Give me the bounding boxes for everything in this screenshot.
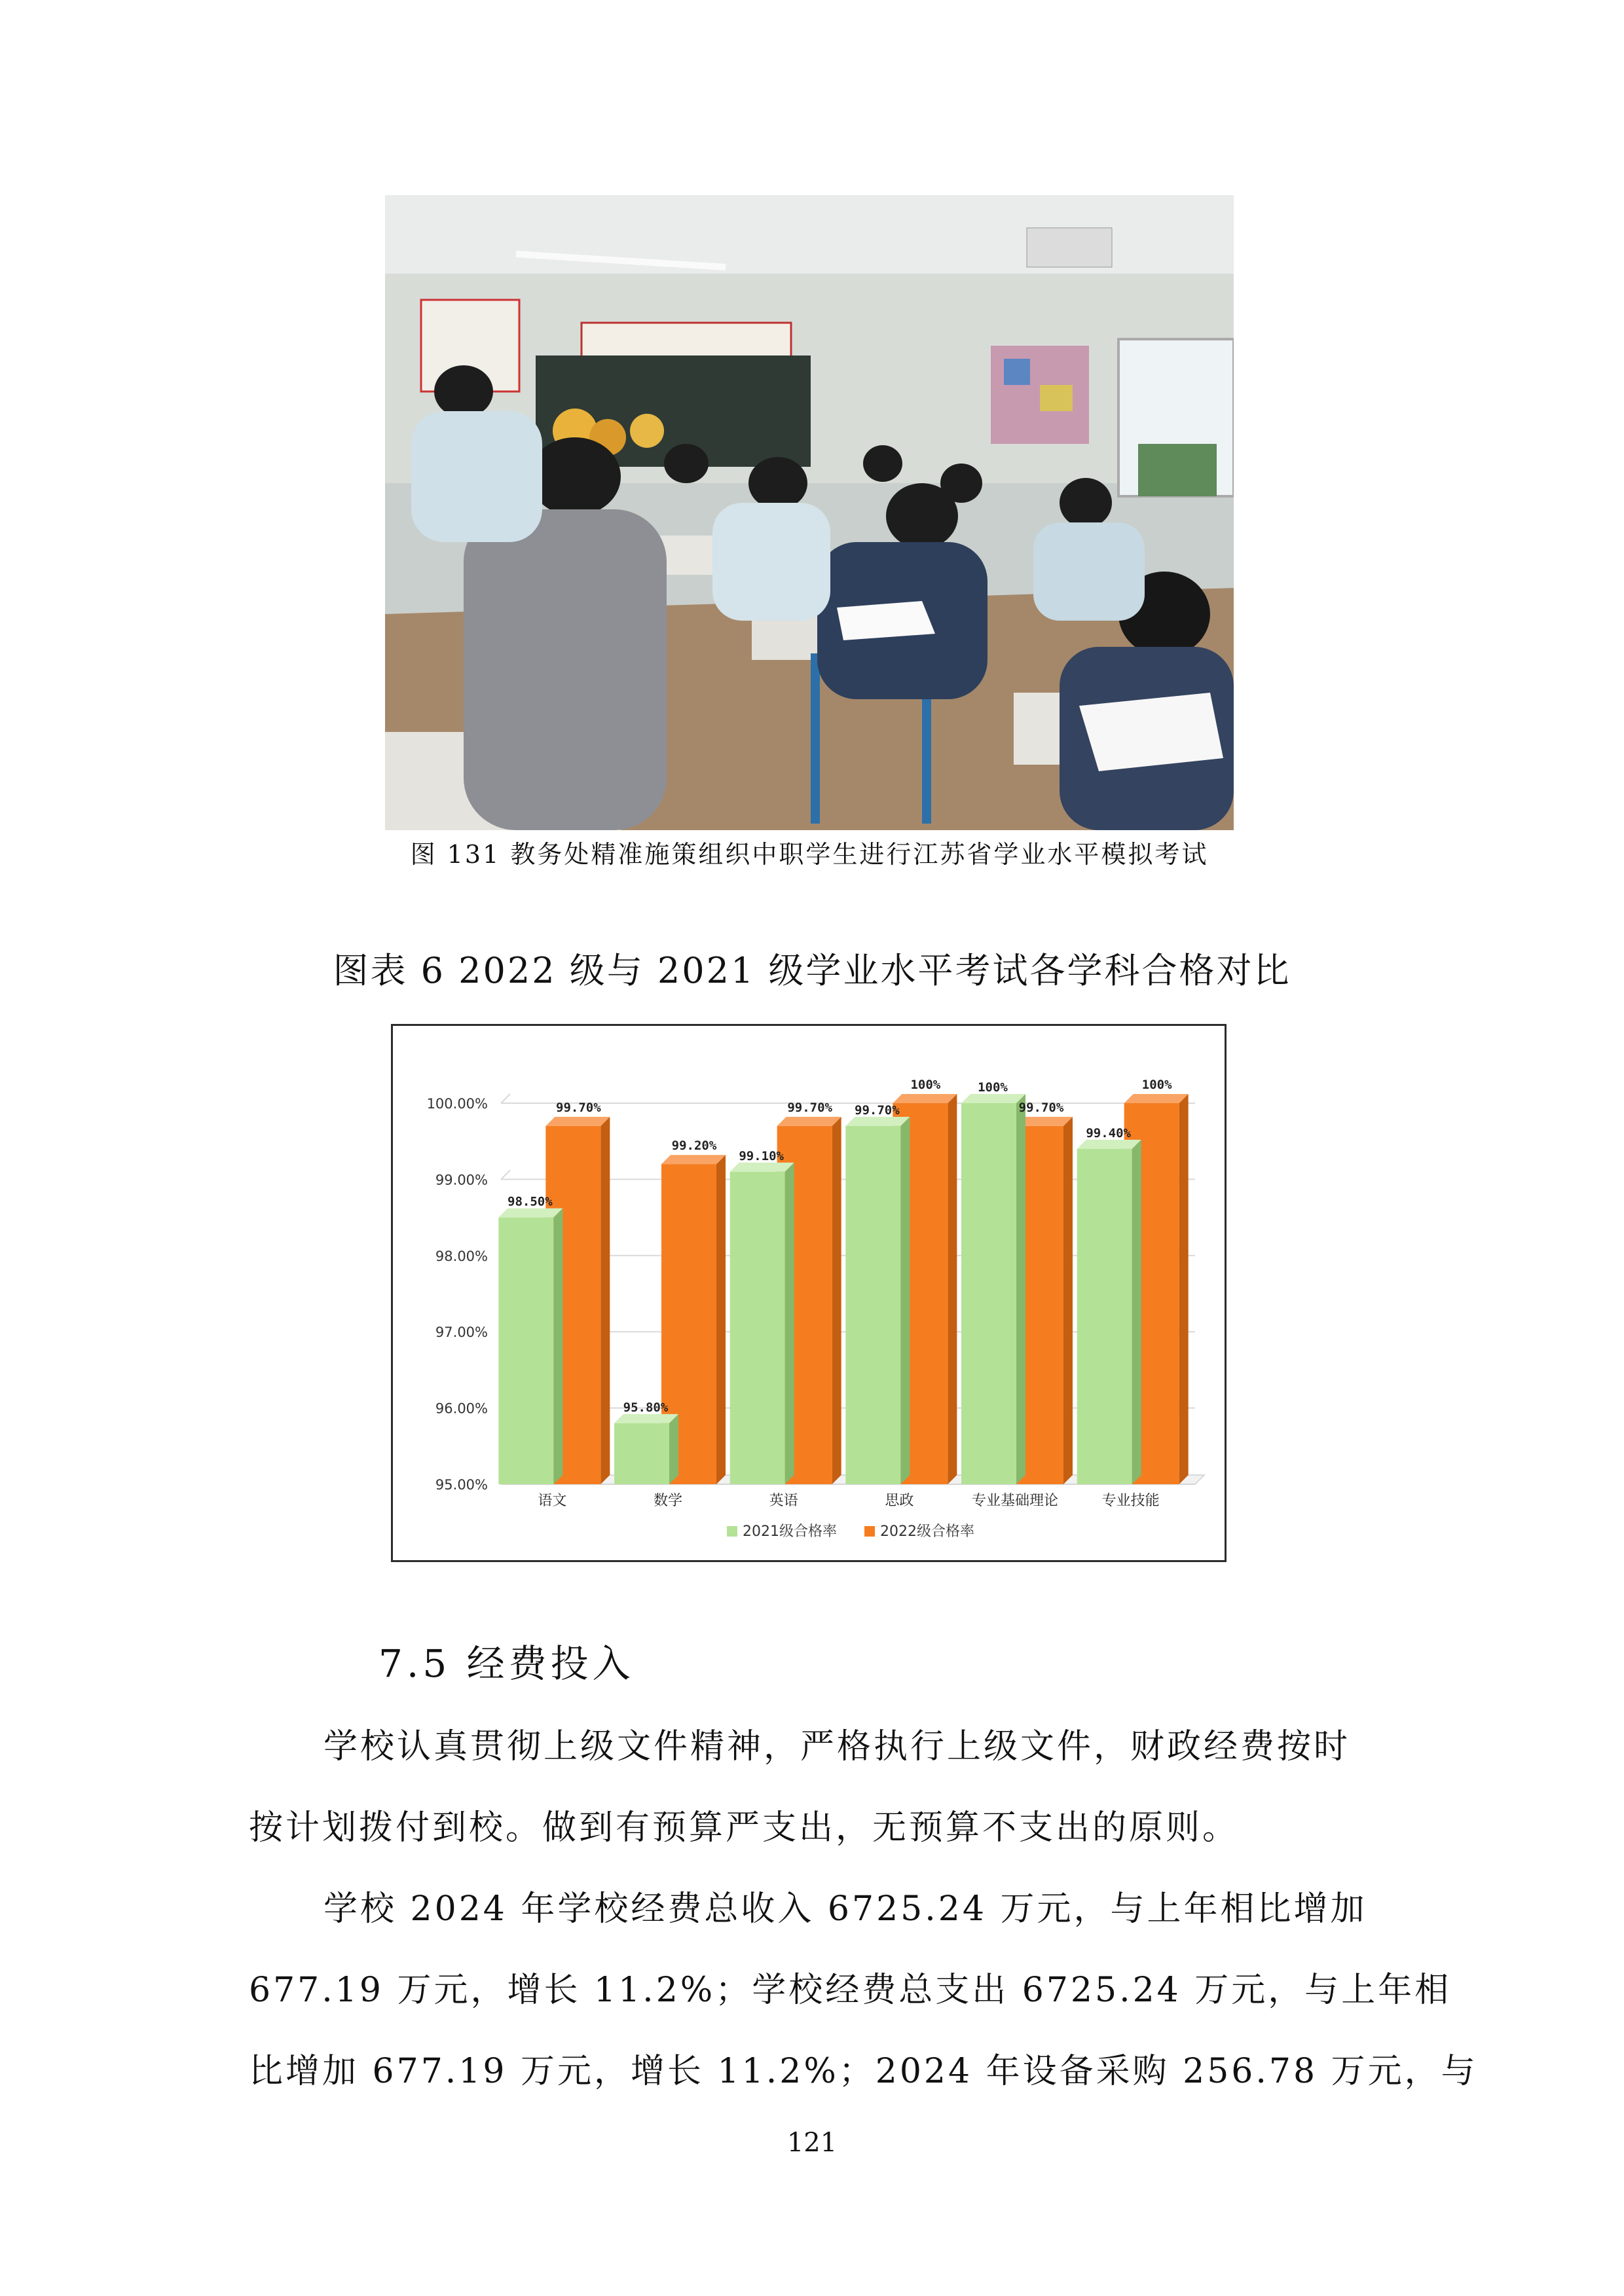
y-tick-label: 98.00% [435, 1248, 488, 1264]
data-label-2021: 99.70% [855, 1102, 900, 1118]
pass-rate-chart [391, 1024, 1227, 1562]
x-category-label: 数学 [653, 1493, 683, 1509]
photo-caption: 图 131 教务处精准施策组织中职学生进行江苏省学业水平模拟考试 [410, 840, 1209, 869]
data-label-2022: 100% [910, 1078, 941, 1092]
data-label-2021: 99.40% [1086, 1125, 1131, 1140]
gridline-depth [501, 1170, 510, 1179]
legend-label: 2021级合格率 [743, 1523, 837, 1540]
bar-2021 [498, 1209, 563, 1484]
section-heading: 7.5 经费投入 [378, 1641, 635, 1686]
bar-2021 [614, 1414, 678, 1484]
data-label-2022: 100% [1141, 1078, 1172, 1092]
y-tick-label: 97.00% [435, 1324, 488, 1341]
y-tick-label: 95.00% [435, 1477, 488, 1493]
data-label-2022: 99.70% [556, 1100, 601, 1115]
paragraph-line: 学校认真贯彻上级文件精神，严格执行上级文件，财政经费按时 [323, 1727, 1351, 1766]
paragraph-line: 按计划拨付到校。做到有预算严支出，无预算不支出的原则。 [249, 1808, 1240, 1848]
data-label-2022: 99.70% [787, 1100, 832, 1115]
x-category-label: 思政 [885, 1493, 914, 1509]
data-label-2021: 99.10% [739, 1148, 784, 1163]
gridline-depth [501, 1094, 510, 1103]
paragraph-line: 学校 2024 年学校经费总收入 6725.24 万元，与上年相比增加 [323, 1889, 1367, 1929]
bar-2021 [1077, 1140, 1141, 1484]
paragraph-1 [249, 1706, 1375, 1868]
data-label-2021: 98.50% [507, 1194, 553, 1209]
paragraph-line: 677.19 万元，增长 11.2%；学校经费总支出 6725.24 万元，与上年相 [249, 1971, 1452, 2010]
x-category-label: 专业技能 [1101, 1493, 1160, 1509]
legend-swatch [727, 1526, 737, 1537]
chart-title: 图表 6 2022 级与 2021 级学业水平考试各学科合格对比 [333, 950, 1291, 991]
data-label-2021: 100% [978, 1080, 1008, 1095]
data-label-2022: 99.20% [671, 1139, 717, 1154]
x-category-label: 专业基础理论 [971, 1493, 1059, 1509]
data-label-2021: 95.80% [623, 1400, 669, 1415]
paragraph-line: 比增加 677.19 万元，增长 11.2%；2024 年设备采购 256.78 万元，与 [249, 2052, 1478, 2091]
page-number: 121 [786, 2128, 838, 2158]
x-category-label: 语文 [538, 1493, 567, 1509]
bar-2021 [730, 1163, 794, 1484]
y-tick-label: 96.00% [435, 1400, 488, 1417]
paragraph-2 [249, 1868, 1478, 2112]
y-tick-label: 100.00% [426, 1096, 488, 1112]
data-label-2022: 99.70% [1018, 1100, 1064, 1115]
legend-label: 2022级合格率 [880, 1523, 974, 1540]
classroom-exam-photo [385, 195, 1234, 830]
bar-2021 [845, 1117, 910, 1484]
y-tick-label: 99.00% [435, 1172, 488, 1188]
legend-swatch [864, 1526, 875, 1537]
bar-2021 [961, 1094, 1025, 1484]
x-category-label: 英语 [769, 1493, 798, 1509]
